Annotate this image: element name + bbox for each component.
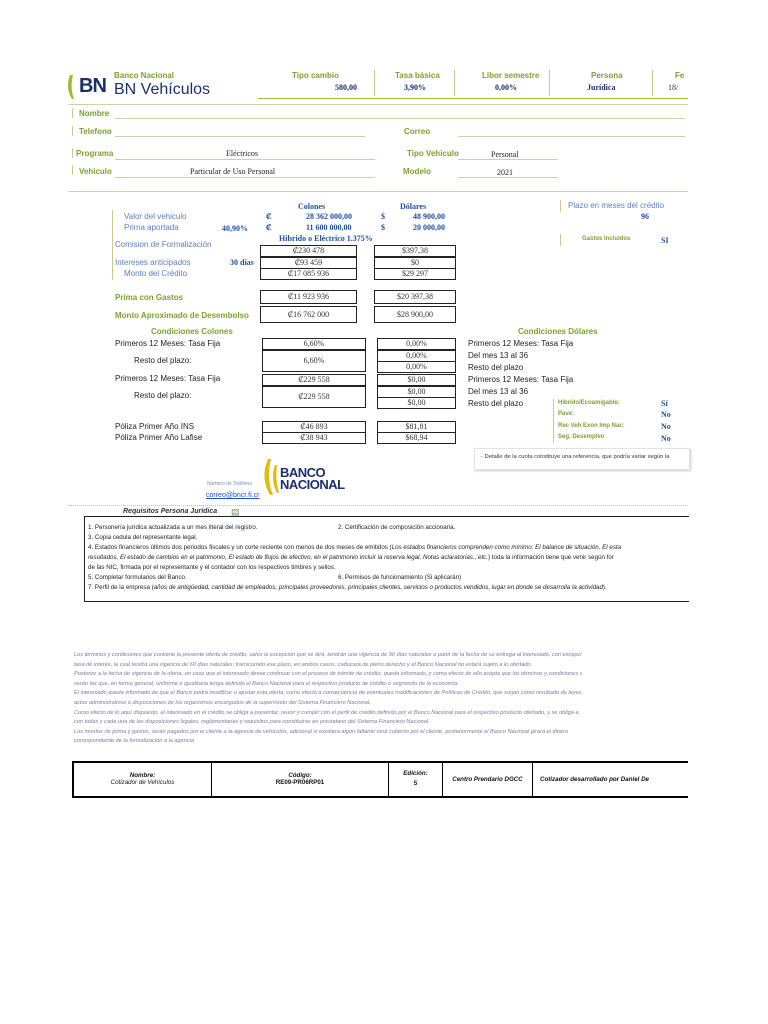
flag-hibrido-value: Sí <box>661 399 668 408</box>
plazo-value: 96 <box>641 212 649 221</box>
prima-col-symbol: ₡ <box>266 223 272 232</box>
poliza-ins-usd-cell: $81,81 <box>377 421 456 433</box>
col-primeros-2-label: Primeros 12 Meses: Tasa Fija <box>115 374 221 383</box>
poliza-lafise-usd-cell: $68,94 <box>377 432 456 444</box>
banco-nacional-logo <box>260 457 360 497</box>
rate-col-1-cell: 6,60% <box>262 338 366 350</box>
vehiculo-label: Vehiculo <box>79 167 112 176</box>
fecha-label: Fe <box>675 71 685 80</box>
col-dolares-header: Dólares <box>400 202 427 211</box>
telefono-label: Telefono <box>79 127 112 136</box>
correo-label: Correo <box>404 127 431 136</box>
poliza-ins-label: Póliza Primer Año INS <box>115 422 195 431</box>
rate-usd-2-cell: 0,00% <box>377 350 456 362</box>
comision-label: Comision de Formalización <box>115 240 212 249</box>
prima-col: 11 600 000,00 <box>306 223 352 232</box>
bank-small-label: Banco Nacional <box>114 71 175 80</box>
prima-usd: 20 000,00 <box>413 223 445 232</box>
legal-line: Posterior a la fecha de vigencia de la oferta, en caso que el interesado desee continuar con el proceso de trámite de crédito, queda informado, y como efecto de ello acepta que los términos y condiciones c <box>74 671 583 678</box>
rate-usd-1-cell: 0,00% <box>377 338 456 350</box>
tasa-basica-label: Tasa básica <box>395 71 440 80</box>
valor-col-symbol: ₡ <box>266 212 272 221</box>
vehiculo-value: Particular de Uso Personal <box>190 167 276 176</box>
desembolso-label: Monto Aproximado de Desembolso <box>115 311 249 320</box>
cuota-col-1-cell: ₡229 558 <box>262 374 366 386</box>
condiciones-dolares-title: Condiciones Dólares <box>518 327 598 336</box>
libor-label: Libor semestre <box>482 71 540 80</box>
prima-gastos-col-cell: ₡11 923 936 <box>260 290 357 304</box>
req-5: 5. Completar formularios del Banco. <box>88 574 187 581</box>
prima-label: Prima aportada <box>124 223 179 232</box>
comision-col-cell: ₡230 478 <box>260 245 357 257</box>
tasa-basica-value: 3,90% <box>404 83 426 92</box>
bn-logo-text: BN <box>79 75 106 97</box>
usd-mes13-label: Del mes 13 al 36 <box>468 351 529 360</box>
tipo-cambio-label: Tipo cambio <box>292 71 339 80</box>
document-icon: ▤ <box>231 507 240 517</box>
req-6: 6. Permisos de funcionamiento (Si aplicarán) <box>338 574 462 581</box>
legal-line: Los términos y condiciones que contiene la presente oferta de crédito, salvo la excepción que se dirá, tendrán una vigencia de 90 días naturales a partir de la fecha de su entrega al interesado, con excepci <box>74 652 582 658</box>
legal-line: tasa de interés, la cual tendrá una vigencia de 60 días naturales; transcurrido ese plazo, en ambos casos, caducará de pleno derecho y el Banco Nacional no estará sujeto a lo ofertado. <box>74 661 533 668</box>
desembolso-usd-cell: $28 900,00 <box>374 306 456 323</box>
req-4-end: de las NIC, firmada por el representante y el contador con los respectivos timbres y sellos. <box>88 564 336 571</box>
req-7: 7. Perfil de la empresa (años de antigüedad, cantidad de empleados, principales proveedores, principales clientes, servicios o productos vendidos, lugar en donde se desarrolla la actividad). <box>88 584 607 591</box>
fecha-value: 18/ <box>668 83 679 92</box>
legal-line: El interesado queda informado de que el Banco podrá modificar o ajustar esta oferta, como efecto a consecuencia de eventuales modificaciones de Políticas de Crédito, que surjan como resultado de leyes, <box>74 690 584 697</box>
intereses-col-cell: ₡93 459 <box>260 257 357 269</box>
valor-label: Valor del vehiculo <box>124 212 187 221</box>
valor-usd-symbol: $ <box>381 212 385 221</box>
req-4-cont: resultados, El estado de cambios en el patrimonio, El estado de flujos de efectivo, en el patrimonio incluir la reserva legal, Notas aclaratorias., etc.) toda la información tiene que venir según for <box>88 554 614 561</box>
col-resto-label: Resto del plazo: <box>134 356 192 365</box>
modelo-value: 2021 <box>497 168 513 177</box>
flag-rec-value: No <box>661 422 671 431</box>
footer-edicion-cell: Edición: 5 <box>389 763 443 796</box>
usd-mes13-2-label: Del mes 13 al 36 <box>468 387 529 396</box>
programa-label: Programa <box>76 149 114 158</box>
intereses-usd-cell: $0 <box>374 257 456 269</box>
monto-col-cell: ₡17 085 936 <box>260 268 357 280</box>
req-3: 3. Copia cedula del representante legal. <box>88 534 198 541</box>
tipo-vehiculo-label: Tipo Vehiculo <box>407 149 459 158</box>
flags-list <box>553 397 688 445</box>
intereses-dias: 30 días <box>230 258 254 267</box>
footer-codigo-cell: Código: RE09-PR06RP01 <box>212 763 389 796</box>
legal-line: correspondiente de la formalización a la agencia <box>74 738 195 745</box>
usd-primeros-label: Primeros 12 Meses: Tasa Fija <box>468 339 574 348</box>
condiciones-colones-title: Condiciones Colones <box>151 327 233 336</box>
gastos-label: Gastos Incluidos <box>582 236 631 242</box>
flag-pave-value: No <box>661 410 671 419</box>
legal-line: actos administrativos o disposiciones de los organismos encargados de la supervisión del Sistema Financiero Nacional. <box>74 699 371 706</box>
req-1: 1. Personería jurídica actualizada a un mes literal del registro. <box>88 524 258 531</box>
nombre-label: Nombre <box>79 109 110 118</box>
usd-primeros-2-label: Primeros 12 Meses: Tasa Fija <box>468 375 574 384</box>
valor-usd: 48 900,00 <box>413 212 445 221</box>
cuota-usd-2-cell: $0,00 <box>377 386 456 398</box>
telefono-input[interactable] <box>115 126 365 137</box>
usd-resto-label: Resto del plazo <box>468 363 524 372</box>
legal-line: serán las que, en forma general, uniforme e igualitaria tenga definido el Banco Nacional para el respectivo producto de crédito o segmento de la economía. <box>74 680 459 687</box>
detalle-note-box <box>474 448 690 470</box>
legal-line: Como efecto de lo aquí dispuesto, el interesado en el crédito se obliga a presentar, reunir y cumplir con el perfil de crédito definido por el Banco Nacional para el respectivo producto ofertado, y se obliga a <box>74 709 579 716</box>
plazo-label: Plazo en meses del crédito <box>568 201 665 210</box>
footer-table <box>72 761 688 798</box>
cuota-col-2-cell: ₡229 558 <box>262 386 366 408</box>
usd-resto-2-label: Resto del plazo <box>468 399 524 408</box>
footer-centro-cell: Centro Prendario DGCC <box>443 763 533 796</box>
poliza-lafise-col-cell: ₡38 943 <box>262 432 366 444</box>
col-primeros-label: Primeros 12 Meses: Tasa Fija <box>115 339 221 348</box>
banco-nacional-leaf-icon <box>260 457 282 497</box>
prima-gastos-label: Prima con Gastos <box>115 293 184 302</box>
persona-label: Persona <box>591 71 623 80</box>
tipo-cambio-value: 580,00 <box>335 83 357 92</box>
cuota-usd-1-cell: $0,00 <box>377 374 456 386</box>
req-2: 2. Certificación de composición accionaria. <box>338 524 456 531</box>
intereses-label: Intereses anticipados <box>115 258 191 267</box>
monto-label: Monto del Crédito <box>124 269 188 278</box>
correo-input[interactable] <box>458 126 685 137</box>
header-info-row <box>259 68 689 100</box>
footer-autor-cell: Cotizador desarrollado por Daniel De <box>540 776 649 783</box>
rate-usd-3-cell: 0,00% <box>377 361 456 373</box>
comision-usd-cell: $397,38 <box>374 245 456 257</box>
col-resto-2-label: Resto del plazo: <box>134 391 192 400</box>
req-4: 4. Estados financieros últimos dos periodos fiscales y un corte reciente con menos de dos meses de emitidos (Los estados financieros comprenden como mínimo: El balance de situación, El esta <box>88 544 622 551</box>
legal-text <box>74 652 686 748</box>
flag-pave-label: Pave: <box>558 411 575 417</box>
monto-usd-cell: $29 297 <box>374 268 456 280</box>
prima-usd-symbol: $ <box>381 223 385 232</box>
footer-nombre-cell: Nombre: Cotizador de Vehículos <box>74 763 212 796</box>
legal-line: Los montos de prima y gastos, serán pagados por el cliente a la agencia de vehículos, adicional si existiera algún faltante será cubierto por el cliente, posteriormente el Banco Nacional girará el dinero <box>74 728 569 735</box>
hibrido-note: Hibrido o Eléctrico 1.375% <box>279 234 373 243</box>
prima-gastos-usd-cell: $20 397,38 <box>374 290 456 304</box>
persona-value: Jurídica <box>587 83 616 92</box>
requirements-box <box>84 516 689 602</box>
detalle-note: - Detalle de la cuota constituye una referencia, que podría variar según la <box>481 454 670 460</box>
flag-seg-label: Seg. Desempleo <box>558 434 605 440</box>
bn-logo <box>66 73 108 101</box>
flag-rec-label: Rec Veh Exon Imp Nac: <box>558 423 625 429</box>
col-colones-header: Colones <box>298 202 326 211</box>
modelo-label: Modelo <box>403 167 431 176</box>
valor-col: 28 362 000,00 <box>306 212 352 221</box>
programa-value: Eléctricos <box>226 149 258 158</box>
rate-col-2-cell: 6,60% <box>262 350 366 372</box>
requisitos-title: Requisitos Persona Jurídica <box>123 508 218 515</box>
gastos-value: SI <box>661 236 669 245</box>
flag-hibrido-label: Hibrido/Ecoamigable: <box>558 400 620 406</box>
poliza-ins-col-cell: ₡46 893 <box>262 421 366 433</box>
tipo-vehiculo-value: Personal <box>491 150 519 159</box>
desembolso-col-cell: ₡16 762 000 <box>260 306 357 323</box>
libor-value: 0,00% <box>495 83 517 92</box>
app-title: BN Vehículos <box>114 81 211 98</box>
prima-pct: 40,90% <box>222 224 248 233</box>
legal-line: con todas y cada una de las disposiciones legales, reglamentarias y requisitos para constituirse en prestatario del Sistema Financiero Nacional. <box>74 719 430 726</box>
poliza-lafise-label: Póliza Primer Año Lafise <box>115 433 203 442</box>
phone-label: Número de Teléfono <box>207 481 252 487</box>
banco-logo-line2: NACIONAL <box>280 477 345 492</box>
cuota-usd-3-cell: $0,00 <box>377 397 456 409</box>
banco-logo-line1: BANCO <box>280 465 326 480</box>
email-link[interactable]: correo@bncr.fi.cr <box>206 492 260 499</box>
flag-seg-value: No <box>661 434 671 443</box>
